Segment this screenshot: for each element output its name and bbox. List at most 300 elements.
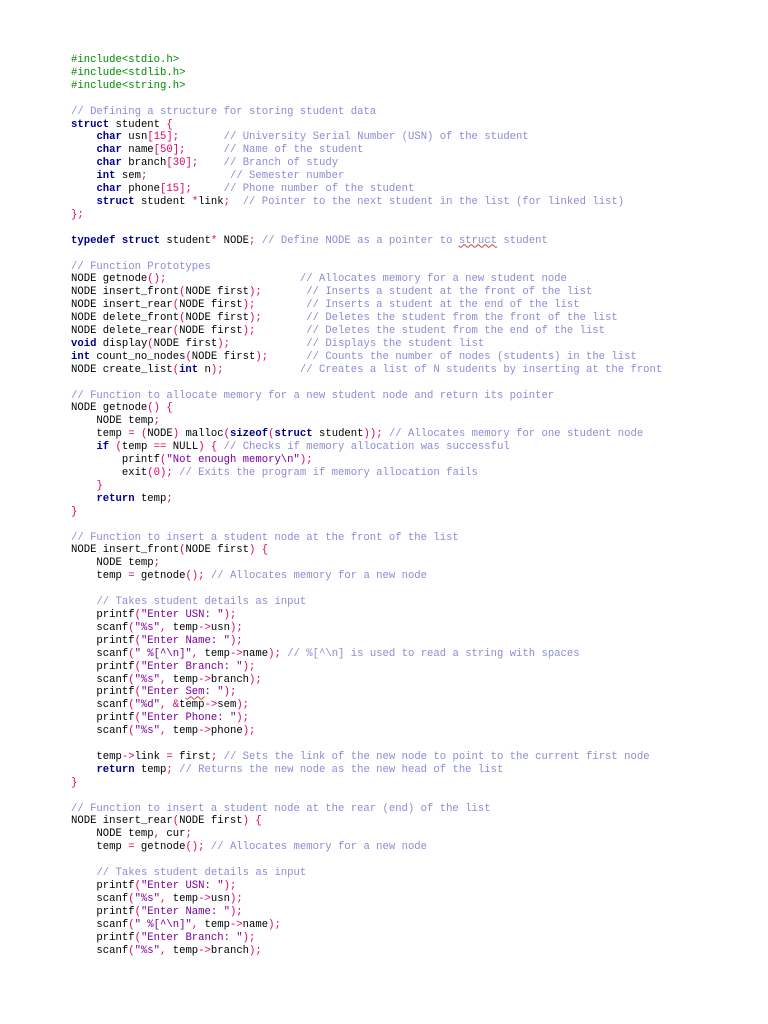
operator-token: -> bbox=[198, 621, 211, 634]
code-token: temp bbox=[71, 428, 129, 441]
keyword-token: int bbox=[71, 350, 91, 363]
operator-token: ( bbox=[134, 634, 141, 647]
code-token: usn bbox=[210, 892, 230, 905]
keyword-token: char bbox=[96, 144, 122, 157]
operator-token: * bbox=[210, 234, 218, 247]
preprocessor-token: #include<stdio.h> bbox=[71, 54, 180, 66]
operator-token: , bbox=[153, 828, 161, 841]
code-line bbox=[71, 867, 761, 880]
code-token: usn bbox=[210, 621, 230, 634]
keyword-token: char bbox=[96, 157, 122, 170]
code-token: student bbox=[160, 234, 211, 247]
code-line bbox=[71, 635, 761, 648]
string-token: "Enter Phone: " bbox=[140, 712, 237, 725]
code-token: NODE temp bbox=[71, 557, 154, 570]
code-token: NODE first bbox=[179, 299, 243, 312]
code-token: phone bbox=[121, 183, 161, 196]
operator-token: ( bbox=[147, 337, 154, 350]
operator-token: -> bbox=[198, 673, 211, 686]
string-token: "Enter USN: " bbox=[140, 880, 224, 892]
operator-token: ); bbox=[223, 686, 237, 699]
operator-token: ); bbox=[249, 286, 262, 299]
operator-token: ( bbox=[128, 725, 135, 738]
code-token: NODE first bbox=[153, 337, 218, 350]
code-line bbox=[71, 557, 761, 570]
code-line bbox=[71, 480, 761, 493]
code-line bbox=[71, 428, 761, 441]
operator-token: ( bbox=[115, 441, 122, 454]
operator-token: , bbox=[160, 621, 167, 634]
number-token: 30 bbox=[172, 157, 186, 170]
code-token: temp bbox=[198, 647, 230, 660]
operator-token: ; bbox=[153, 557, 161, 570]
operator-token: ); bbox=[210, 363, 224, 376]
string-token: "Enter Name: " bbox=[140, 634, 230, 647]
string-token: "%s" bbox=[134, 725, 161, 738]
operator-token: ( bbox=[172, 299, 180, 312]
code-token: temp bbox=[166, 673, 199, 686]
code-line bbox=[71, 712, 761, 725]
code-token: temp bbox=[179, 699, 205, 712]
code-token: sem bbox=[115, 170, 141, 183]
comment-token: // %[^\n] is used to read a string with spaces bbox=[287, 647, 580, 660]
code-line bbox=[71, 390, 761, 403]
comment-token: // Name of the student bbox=[223, 144, 364, 157]
string-token: " %[^\n]" bbox=[134, 647, 192, 660]
code-line bbox=[71, 106, 761, 119]
operator-token: ); bbox=[249, 673, 262, 686]
keyword-token: char bbox=[96, 131, 122, 144]
code-token: getnode bbox=[134, 570, 186, 583]
operator-token: ( bbox=[128, 699, 135, 712]
comment-token: // Allocates memory for a new student node bbox=[299, 273, 567, 286]
operator-token: ) bbox=[242, 815, 250, 828]
code-line bbox=[71, 67, 761, 80]
code-line bbox=[71, 609, 761, 622]
comment-token: // Takes student details as input bbox=[96, 596, 307, 609]
code-line bbox=[71, 338, 761, 351]
operator-token: [ bbox=[166, 157, 173, 170]
operator-token: { bbox=[261, 544, 269, 557]
code-token: scanf bbox=[71, 621, 129, 634]
operator-token: ); bbox=[242, 931, 256, 944]
keyword-token: if bbox=[96, 441, 110, 454]
code-token bbox=[179, 131, 224, 143]
comment-token: // Semester number bbox=[229, 170, 345, 183]
code-token bbox=[147, 170, 230, 182]
code-line bbox=[71, 93, 761, 106]
operator-token: ( bbox=[134, 931, 141, 944]
code-line bbox=[71, 674, 761, 687]
code-line bbox=[71, 661, 761, 674]
operator-token: ( bbox=[134, 905, 141, 918]
code-token: temp bbox=[198, 918, 230, 931]
operator-token: , bbox=[191, 647, 199, 660]
code-token bbox=[262, 312, 307, 324]
operator-token: ; bbox=[185, 828, 192, 841]
code-listing bbox=[71, 54, 761, 957]
code-token: phone bbox=[210, 725, 243, 738]
code-token: name bbox=[121, 144, 154, 157]
comment-token: // Takes student details as input bbox=[96, 867, 307, 880]
code-line bbox=[71, 686, 761, 699]
code-line bbox=[71, 803, 761, 816]
comment-token: // Function to insert a student node at the rear (end) of the list bbox=[71, 802, 491, 815]
code-token: branch bbox=[210, 944, 250, 957]
code-token: malloc bbox=[179, 428, 224, 441]
operator-token: ); bbox=[229, 634, 243, 647]
code-token bbox=[71, 196, 96, 208]
code-token: scanf bbox=[71, 673, 129, 686]
comment-token: // Define NODE as a pointer to bbox=[261, 234, 459, 247]
code-token: NODE bbox=[217, 234, 250, 247]
code-line bbox=[71, 519, 761, 532]
code-token bbox=[71, 480, 96, 492]
code-line bbox=[71, 299, 761, 312]
string-token: "%s" bbox=[134, 892, 161, 905]
code-token: temp bbox=[166, 944, 199, 957]
operator-token: ); bbox=[242, 725, 256, 738]
code-line bbox=[71, 815, 761, 828]
comment-token: // Sets the link of the new node to point to the current first node bbox=[223, 750, 650, 763]
operator-token: ; bbox=[166, 492, 173, 505]
code-token bbox=[255, 325, 306, 337]
code-token: student bbox=[312, 428, 364, 441]
string-token: "Not enough memory\n" bbox=[166, 454, 300, 467]
code-token: student bbox=[134, 195, 192, 208]
operator-token: ); bbox=[223, 880, 237, 892]
operator-token: ); bbox=[223, 608, 237, 621]
code-line bbox=[71, 596, 761, 609]
code-token bbox=[224, 364, 300, 376]
code-line bbox=[71, 119, 761, 132]
string-token: "%s" bbox=[134, 944, 161, 957]
keyword-token: int bbox=[96, 170, 116, 183]
code-token bbox=[262, 286, 307, 298]
operator-token: ( bbox=[134, 880, 141, 892]
operator-token: = bbox=[166, 750, 173, 763]
comment-token: // Pointer to the next student in the list (for linked list) bbox=[242, 195, 625, 208]
code-token bbox=[230, 196, 243, 208]
operator-token: ]; bbox=[185, 157, 199, 170]
operator-token: ); bbox=[236, 699, 250, 712]
operator-token: -> bbox=[121, 750, 135, 763]
comment-token: // University Serial Number (USN) of the student bbox=[223, 131, 529, 144]
comment-token: // Allocates memory for a new node bbox=[210, 841, 428, 854]
keyword-token: return bbox=[96, 763, 135, 776]
operator-token: ( bbox=[134, 686, 141, 699]
code-token: printf bbox=[71, 686, 135, 699]
string-token: "Enter bbox=[140, 686, 186, 699]
operator-token: ( bbox=[128, 918, 135, 931]
code-line bbox=[71, 325, 761, 338]
operator-token: } bbox=[96, 479, 103, 492]
code-token bbox=[71, 493, 96, 505]
code-token: printf bbox=[71, 608, 135, 621]
keyword-token: int bbox=[179, 363, 199, 376]
comment-token: // Function to insert a student node at the front of the list bbox=[71, 531, 459, 544]
operator-token: ( bbox=[128, 621, 135, 634]
keyword-token: return bbox=[96, 492, 135, 505]
operator-token: ( bbox=[179, 544, 186, 557]
code-token: NODE delete_front bbox=[71, 312, 180, 325]
keyword-token: struct bbox=[121, 234, 161, 247]
operator-token: -> bbox=[198, 725, 211, 738]
keyword-token: sizeof bbox=[229, 428, 269, 441]
code-token: temp bbox=[134, 763, 167, 776]
operator-token: ; bbox=[140, 170, 148, 183]
code-token bbox=[198, 157, 223, 169]
code-token: scanf bbox=[71, 944, 129, 957]
code-token: NODE insert_front bbox=[71, 544, 180, 557]
operator-token: { bbox=[166, 118, 173, 131]
string-token: "%s" bbox=[134, 621, 161, 634]
code-line bbox=[71, 841, 761, 854]
string-token: " %[^\n]" bbox=[134, 918, 192, 931]
code-token: NODE getnode bbox=[71, 273, 148, 286]
string-token: "Enter USN: " bbox=[140, 608, 224, 621]
code-token: scanf bbox=[71, 647, 129, 660]
code-token: sem bbox=[217, 699, 237, 712]
spellcheck-flagged-token: struct bbox=[458, 234, 497, 247]
code-token: NODE first bbox=[185, 312, 250, 325]
operator-token: ); bbox=[160, 467, 173, 479]
code-token: NODE insert_rear bbox=[71, 299, 173, 312]
operator-token: ); bbox=[249, 944, 262, 957]
code-line bbox=[71, 312, 761, 325]
code-token: student bbox=[109, 118, 167, 131]
operator-token: ( bbox=[134, 608, 141, 621]
comment-token: // Function Prototypes bbox=[71, 260, 211, 273]
operator-token: ); bbox=[249, 312, 262, 325]
operator-token: ); bbox=[268, 647, 281, 660]
code-token: NODE first bbox=[179, 325, 243, 338]
code-token bbox=[71, 144, 96, 156]
code-token: exit bbox=[71, 467, 148, 479]
operator-token: { bbox=[210, 441, 218, 454]
operator-token: ) bbox=[198, 441, 205, 454]
operator-token: -> bbox=[198, 944, 211, 957]
code-token bbox=[185, 144, 223, 156]
code-token: first bbox=[172, 750, 211, 763]
code-token: NODE insert_rear bbox=[71, 815, 173, 828]
operator-token: ]; bbox=[166, 131, 180, 144]
operator-token: ); bbox=[299, 454, 313, 467]
code-token: branch bbox=[210, 673, 250, 686]
code-token: getnode bbox=[134, 841, 186, 854]
keyword-token: struct bbox=[96, 195, 135, 208]
operator-token: ( bbox=[140, 428, 148, 441]
code-line bbox=[71, 144, 761, 157]
code-token: temp bbox=[166, 892, 199, 905]
code-token: temp bbox=[166, 725, 199, 738]
code-token: NODE create_list bbox=[71, 363, 173, 376]
code-token: printf bbox=[71, 712, 135, 725]
code-token bbox=[166, 273, 300, 285]
code-token bbox=[71, 764, 96, 776]
code-line bbox=[71, 80, 761, 93]
operator-token: ( bbox=[172, 363, 180, 376]
operator-token: ( bbox=[179, 286, 186, 299]
comment-token: // Deletes the student from the end of the list bbox=[306, 325, 606, 338]
code-token: NODE first bbox=[191, 350, 256, 363]
code-line bbox=[71, 532, 761, 545]
code-line bbox=[71, 764, 761, 777]
code-line bbox=[71, 544, 761, 557]
code-line bbox=[71, 183, 761, 196]
code-token: NODE getnode bbox=[71, 402, 148, 415]
code-token: temp bbox=[71, 750, 122, 763]
code-line bbox=[71, 777, 761, 790]
operator-token: ( bbox=[172, 815, 180, 828]
operator-token: ]; bbox=[179, 183, 192, 196]
operator-token: [ bbox=[160, 183, 167, 196]
operator-token: , bbox=[160, 892, 167, 905]
operator-token: [ bbox=[147, 131, 154, 144]
code-line bbox=[71, 441, 761, 454]
code-line bbox=[71, 157, 761, 170]
number-token: 15 bbox=[153, 131, 167, 144]
code-line bbox=[71, 648, 761, 661]
string-token: "Enter Branch: " bbox=[140, 931, 243, 944]
code-line bbox=[71, 196, 761, 209]
code-token: NODE temp bbox=[71, 415, 154, 428]
code-token: link bbox=[198, 195, 224, 208]
code-line bbox=[71, 725, 761, 738]
code-token: NODE temp bbox=[71, 828, 154, 841]
operator-token: ( bbox=[160, 454, 167, 467]
code-line bbox=[71, 854, 761, 867]
number-token: 15 bbox=[166, 183, 180, 196]
code-line bbox=[71, 286, 761, 299]
code-line bbox=[71, 261, 761, 274]
number-token: 50 bbox=[160, 144, 173, 157]
code-token: link bbox=[134, 750, 167, 763]
keyword-token: struct bbox=[274, 428, 313, 441]
comment-token: // Exits the program if memory allocation fails bbox=[179, 467, 478, 479]
operator-token: ); bbox=[242, 325, 256, 338]
operator-token: == bbox=[153, 441, 167, 454]
code-line bbox=[71, 222, 761, 235]
operator-token: = bbox=[128, 570, 135, 583]
comment-token: // Returns the new node as the new head of the list bbox=[179, 763, 504, 776]
code-token: temp bbox=[71, 841, 129, 854]
code-line bbox=[71, 738, 761, 751]
operator-token: ( bbox=[128, 647, 135, 660]
operator-token: ); bbox=[217, 337, 230, 350]
operator-token: ); bbox=[242, 299, 256, 312]
code-line bbox=[71, 906, 761, 919]
code-token bbox=[255, 299, 306, 311]
operator-token: ); bbox=[229, 905, 243, 918]
code-line bbox=[71, 932, 761, 945]
operator-token: ); bbox=[236, 712, 250, 725]
code-token: temp bbox=[134, 492, 167, 505]
code-token: display bbox=[96, 337, 148, 350]
operator-token: )); bbox=[363, 428, 383, 441]
operator-token: () bbox=[147, 402, 161, 415]
code-line bbox=[71, 751, 761, 764]
operator-token: -> bbox=[204, 699, 218, 712]
operator-token: ( bbox=[185, 350, 192, 363]
operator-token: ); bbox=[268, 918, 281, 931]
operator-token: = bbox=[128, 841, 135, 854]
code-line bbox=[71, 248, 761, 261]
comment-token: // Inserts a student at the end of the list bbox=[306, 299, 580, 312]
operator-token: ); bbox=[255, 350, 269, 363]
code-line bbox=[71, 919, 761, 932]
code-line bbox=[71, 945, 761, 958]
operator-token: -> bbox=[229, 647, 243, 660]
comment-token: // Inserts a student at the front of the list bbox=[306, 286, 593, 299]
operator-token: -> bbox=[198, 892, 211, 905]
operator-token: -> bbox=[229, 918, 243, 931]
code-line bbox=[71, 699, 761, 712]
code-line bbox=[71, 570, 761, 583]
code-token bbox=[71, 867, 96, 879]
code-line bbox=[71, 880, 761, 893]
operator-token: = bbox=[128, 428, 135, 441]
comment-token: // Deletes the student from the front of the list bbox=[306, 312, 618, 325]
code-token: scanf bbox=[71, 725, 129, 738]
comment-token: // Branch of study bbox=[223, 157, 339, 170]
keyword-token: void bbox=[71, 337, 97, 350]
operator-token: ]; bbox=[172, 144, 186, 157]
code-token: printf bbox=[71, 880, 135, 892]
string-token: : " bbox=[204, 686, 224, 699]
comment-token: // Allocates memory for one student node bbox=[388, 428, 644, 441]
preprocessor-token: #include<string.h> bbox=[71, 79, 186, 92]
code-token: NODE delete_rear bbox=[71, 325, 173, 338]
operator-token: { bbox=[166, 402, 173, 415]
code-token: cur bbox=[160, 828, 186, 841]
code-line bbox=[71, 377, 761, 390]
comment-token: // Checks if memory allocation was successful bbox=[223, 441, 510, 454]
operator-token: ) bbox=[249, 544, 256, 557]
code-token: printf bbox=[71, 931, 135, 944]
code-token bbox=[230, 338, 306, 350]
operator-token: , bbox=[160, 699, 167, 712]
code-token: printf bbox=[71, 454, 161, 467]
code-line bbox=[71, 54, 761, 67]
code-token: NODE first bbox=[179, 815, 243, 828]
code-token bbox=[192, 183, 224, 195]
code-token: temp bbox=[166, 621, 199, 634]
operator-token: (); bbox=[147, 273, 167, 286]
code-line bbox=[71, 893, 761, 906]
code-token bbox=[71, 596, 96, 608]
operator-token: ( bbox=[268, 428, 275, 441]
operator-token: ( bbox=[223, 428, 230, 441]
code-line bbox=[71, 493, 761, 506]
comment-token: // Counts the number of nodes (students) in the list bbox=[306, 350, 637, 363]
code-line bbox=[71, 273, 761, 286]
operator-token: & bbox=[172, 699, 180, 712]
code-token: count_no_nodes bbox=[90, 350, 186, 363]
code-token: scanf bbox=[71, 699, 129, 712]
code-token: n bbox=[198, 363, 211, 376]
operator-token: ( bbox=[128, 944, 135, 957]
code-line bbox=[71, 506, 761, 519]
code-token bbox=[71, 170, 96, 182]
operator-token: , bbox=[160, 725, 167, 738]
operator-token: ) bbox=[172, 428, 180, 441]
code-token bbox=[268, 351, 306, 363]
code-token: temp bbox=[71, 570, 129, 583]
code-token: printf bbox=[71, 634, 135, 647]
code-token: printf bbox=[71, 660, 135, 673]
code-line bbox=[71, 583, 761, 596]
